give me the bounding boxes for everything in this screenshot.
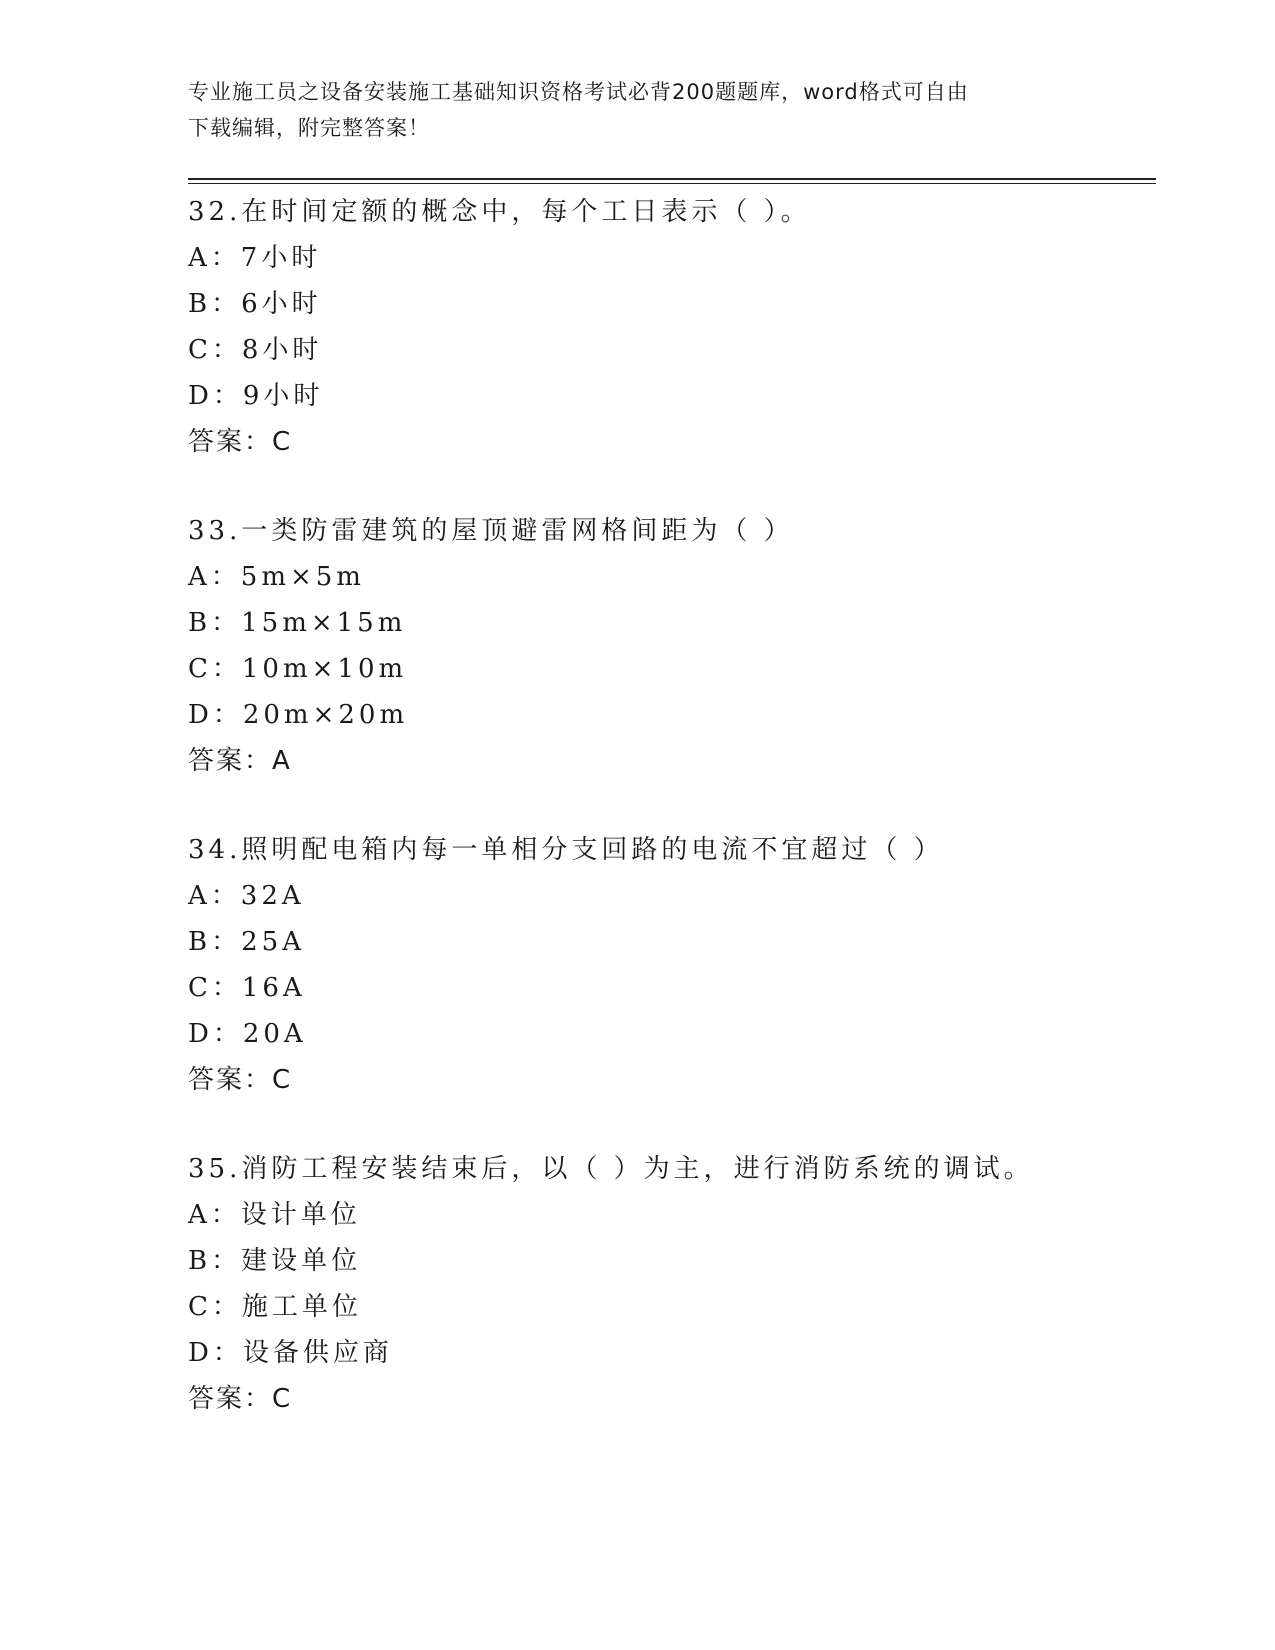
option-a: A：设计单位 <box>188 1200 361 1230</box>
answer-line: 答案：C <box>188 1384 293 1414</box>
option-d: D：20A <box>188 1019 307 1049</box>
option-d: D：9小时 <box>188 381 324 411</box>
option-a: A：7小时 <box>188 243 322 273</box>
option-b: B：建设单位 <box>188 1246 362 1276</box>
question-title: 34.照明配电箱内每一单相分支回路的电流不宜超过（ ） <box>188 835 944 865</box>
answer-line: 答案：A <box>188 746 292 776</box>
option-b: B：15m×15m <box>188 608 407 638</box>
question-block <box>188 1146 1148 1422</box>
header-line-1: 专业施工员之设备安装施工基础知识资格考试必背200题题库，word格式可自由 <box>188 80 969 104</box>
option-b: B：6小时 <box>188 289 322 319</box>
option-c: C：施工单位 <box>188 1292 362 1322</box>
option-a: A：5m×5m <box>188 562 365 592</box>
question-block <box>188 827 1148 1103</box>
document-header <box>188 74 1088 146</box>
header-divider-thick <box>188 178 1156 180</box>
question-block <box>188 189 1148 465</box>
question-block <box>188 508 1148 784</box>
option-c: C：8小时 <box>188 335 323 365</box>
header-divider-thin <box>188 183 1156 184</box>
answer-line: 答案：C <box>188 1065 293 1095</box>
question-title: 33.一类防雷建筑的屋顶避雷网格间距为（ ） <box>188 516 794 546</box>
answer-line: 答案：C <box>188 427 293 457</box>
question-title: 32.在时间定额的概念中，每个工日表示（ ）。 <box>188 197 811 227</box>
question-title: 35.消防工程安装结束后，以（ ）为主，进行消防系统的调试。 <box>188 1154 1034 1184</box>
header-line-2: 下载编辑，附完整答案！ <box>188 116 430 140</box>
option-d: D：设备供应商 <box>188 1338 393 1368</box>
option-d: D：20m×20m <box>188 700 409 730</box>
option-b: B：25A <box>188 927 305 957</box>
option-a: A：32A <box>188 881 305 911</box>
option-c: C：16A <box>188 973 306 1003</box>
option-c: C：10m×10m <box>188 654 408 684</box>
